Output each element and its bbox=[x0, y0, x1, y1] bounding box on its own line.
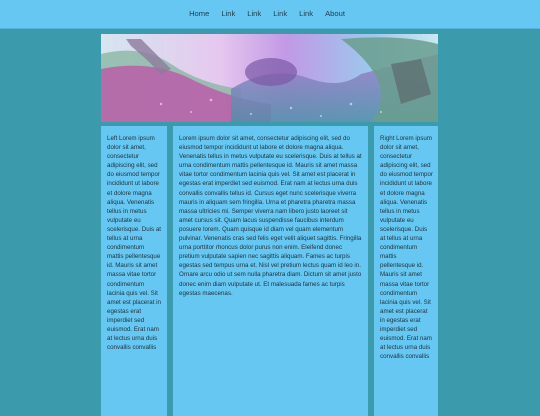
top-navigation bbox=[0, 0, 540, 29]
left-sidebar bbox=[101, 126, 167, 416]
nav-list bbox=[189, 0, 351, 28]
nav-item-link-1 bbox=[215, 0, 241, 28]
left-sidebar-text: Left Lorem ipsum dolor sit amet, consectetur adipiscing elit, sed do eiusmod tempor incididunt ut labore et dolore magna aliqua. Venenatis tellus in metus vulputate eu scelerisque. Duis at tellus at urna condimentum mattis pellentesque id. Mauris sit amet massa vitae tortor condimentum lacinia quis vel. Sit amet est placerat in egestas erat imperdiet sed euismod. Erat nam at lectus urna duis convallis convallis bbox=[107, 135, 161, 352]
main-content-text: Lorem ipsum dolor sit amet, consectetur adipiscing elit, sed do eiusmod tempor incididunt ut labore et dolore magna aliqua. Venenatis tellus in metus vulputate eu scelerisque. Duis at tellus at urna condimentum mattis pellentesque id. Mauris sit amet massa vitae tortor condimentum lacinia quis vel. Sit amet est placerat in egestas erat imperdiet sed euismod. Erat nam at lectus urna duis convallis convallis tellus id. Cursus eget nunc scelerisque viverra mauris in aliquam sem fringilla. Urna et pharetra pharetra massa massa ultricies mi. Semper viverra nam libero justo laoreet sit amet cursus sit. Quam lacus suspendisse faucibus interdum posuere lorem. Quam quisque id diam vel quam elementum pulvinar. Venenatis cras sed felis eget velit aliquet sagittis. Fringilla urna porttitor rhoncus dolor purus non enim. Eleifend donec pretium vulputate sapien nec sagittis aliquam. Fames ac turpis egestas sed tempus urna et. Nisl vel pretium lectus quam id leo in. Ornare arcu odio ut sem nulla pharetra diam. Dictum sit amet justo donec enim diam vulputate ut. Et malesuada fames ac turpis egestas maecenas. bbox=[179, 135, 362, 297]
nav-item-link-4 bbox=[293, 0, 319, 28]
nav-link-home[interactable]: Home bbox=[189, 9, 210, 18]
nav-item-link-2 bbox=[241, 0, 267, 28]
nav-item-about bbox=[319, 0, 351, 28]
fantasy-landscape-illustration bbox=[101, 34, 438, 122]
nav-link-4[interactable]: Link bbox=[299, 9, 314, 18]
nav-link-3[interactable]: Link bbox=[273, 9, 288, 18]
right-sidebar bbox=[374, 126, 438, 416]
nav-link-about[interactable]: About bbox=[325, 9, 345, 18]
nav-link-1[interactable]: Link bbox=[221, 9, 236, 18]
nav-item-link-3 bbox=[267, 0, 293, 28]
nav-link-2[interactable]: Link bbox=[247, 9, 262, 18]
main-content bbox=[173, 126, 368, 416]
nav-item-home bbox=[189, 0, 215, 28]
hero-banner-image bbox=[101, 34, 438, 122]
right-sidebar-text: Right Lorem ipsum dolor sit amet, consectetur adipiscing elit, sed do eiusmod tempor incididunt ut labore et dolore magna aliqua. Venenatis tellus in metus vulputate eu scelerisque. Duis at tellus at urna condimentum mattis pellentesque id. Mauris sit amet massa vitae tortor condimentum lacinia quis vel. Sit amet est placerat in egestas erat imperdiet sed euismod. Erat nam at lectus urna duis convallis convallis bbox=[380, 135, 433, 361]
